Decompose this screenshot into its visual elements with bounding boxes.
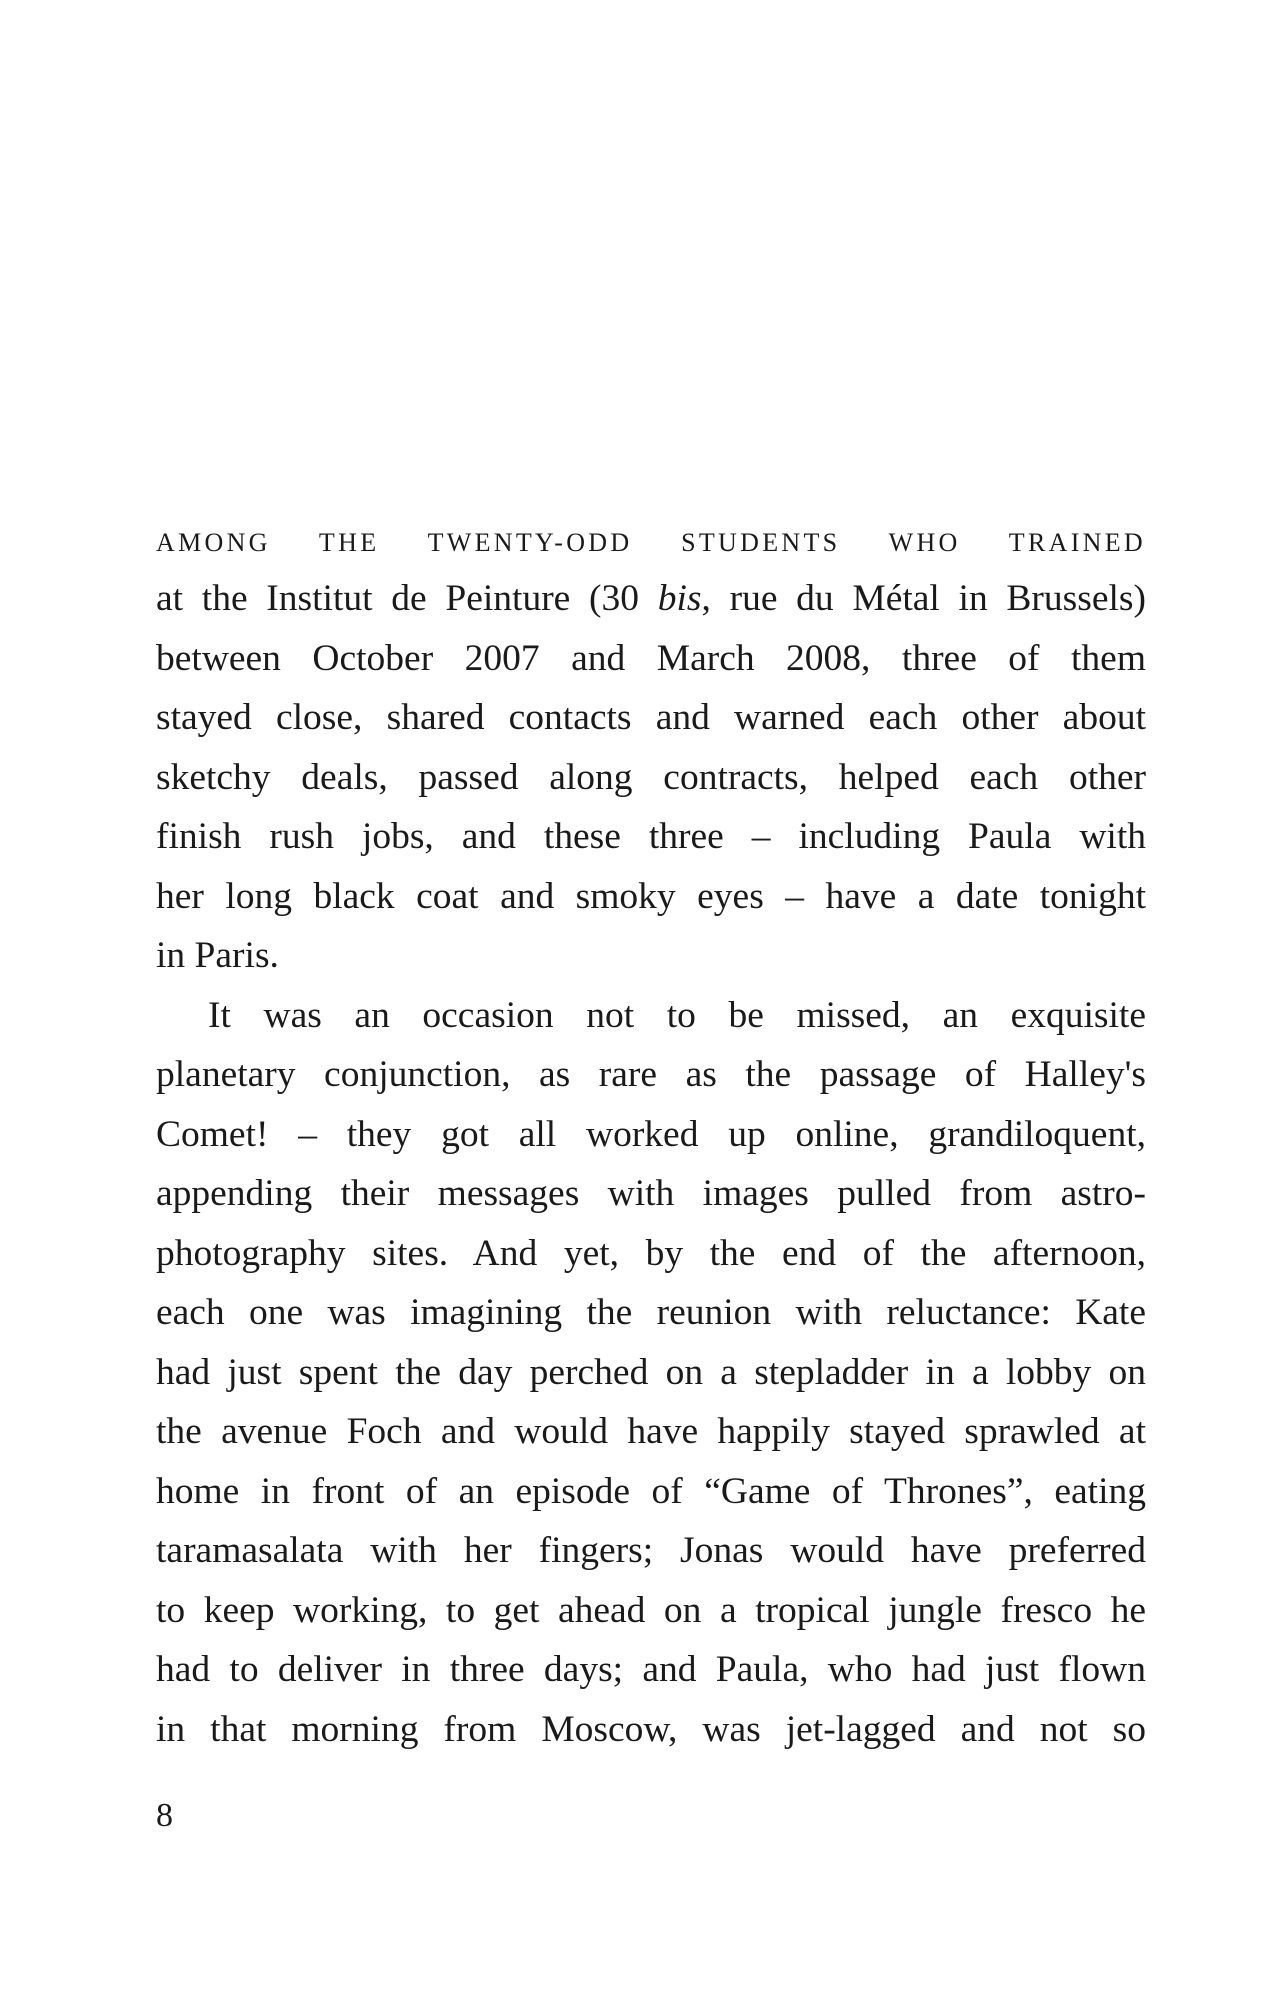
text-line: stayed close, shared contacts and warned each other about (156, 697, 1146, 738)
italic-run: bis (657, 578, 702, 619)
text-line: each one was imagining the reunion with reluctance: Kate (156, 1292, 1146, 1333)
text-run: , rue du Métal in Brussels) (701, 578, 1147, 619)
text-line: had to deliver in three days; and Paula, who had just flown (156, 1649, 1146, 1690)
text-line: in Paris. (156, 935, 279, 976)
text-line: photography sites. And yet, by the end of the afternoon, (156, 1232, 1146, 1274)
text-line: finish rush jobs, and these three – including Paula with (156, 816, 1146, 857)
text-line: her long black coat and smoky eyes – have a date tonight (156, 875, 1146, 917)
text-line (156, 569, 1146, 629)
text-line: taramasalata with her fingers; Jonas would have preferred (156, 1530, 1146, 1571)
paragraph-2 (156, 986, 1146, 1760)
text-line: between October 2007 and March 2008, three of them (156, 637, 1146, 679)
text-line: had just spent the day perched on a stepladder in a lobby on (156, 1351, 1146, 1393)
page-number: 8 (156, 1797, 173, 1834)
text-line: home in front of an episode of “Game of Thrones”, eating (156, 1470, 1146, 1512)
body-text (156, 525, 1146, 1759)
text-line: planetary conjunction, as rare as the passage of Halley's (156, 1054, 1146, 1095)
text-line: the avenue Foch and would have happily stayed sprawled at (156, 1411, 1146, 1452)
text-line: to keep working, to get ahead on a tropical jungle fresco he (156, 1589, 1146, 1631)
text-line: in that morning from Moscow, was jet-lagged and not so (156, 1708, 1146, 1750)
text-run: at the Institut de Peinture (30 (156, 578, 658, 619)
text-line: appending their messages with images pulled from astro- (156, 1173, 1146, 1214)
text-line: Comet! – they got all worked up online, grandiloquent, (156, 1113, 1146, 1155)
text-line: sketchy deals, passed along contracts, helped each other (156, 756, 1146, 798)
paragraph-1 (156, 569, 1146, 986)
opening-small-caps: AMONG THE TWENTY-ODD STUDENTS WHO TRAINED (156, 528, 1146, 557)
text-line: It was an occasion not to be missed, an exquisite (208, 994, 1146, 1036)
